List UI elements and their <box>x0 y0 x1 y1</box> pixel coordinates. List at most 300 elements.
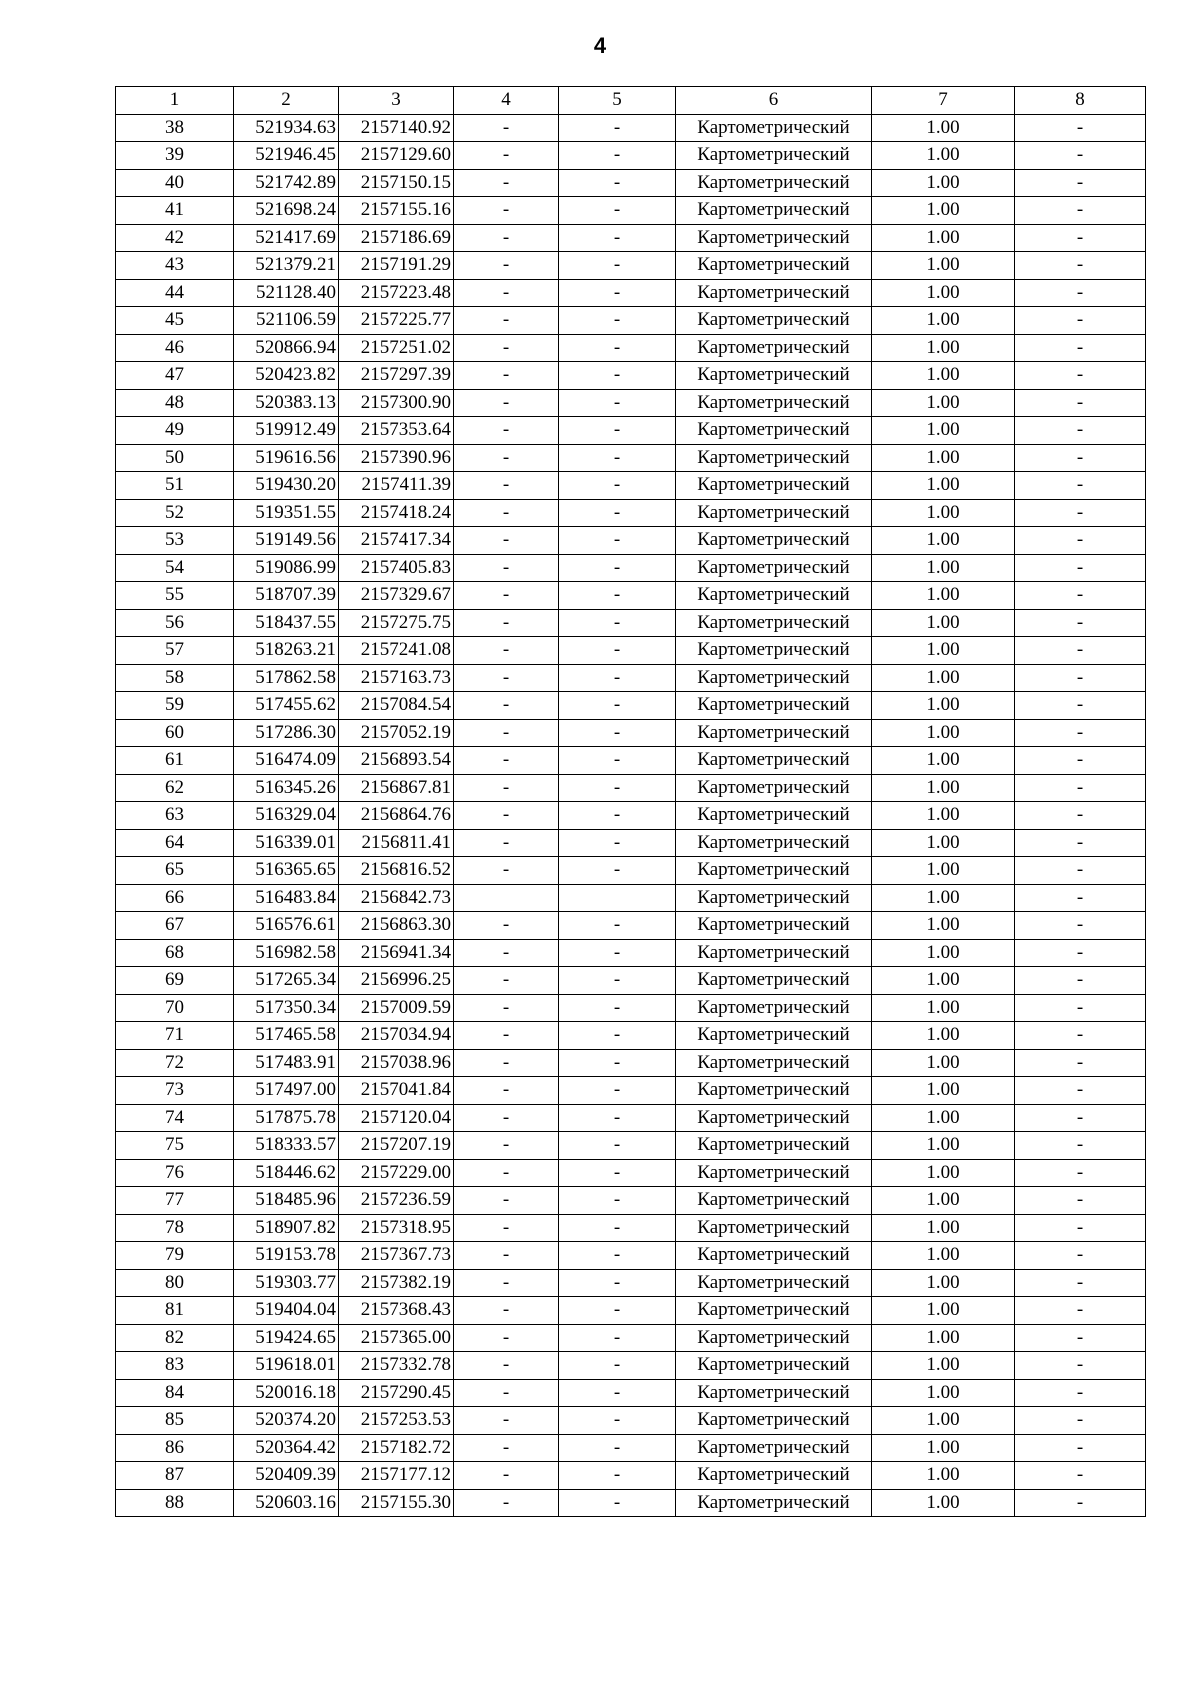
point-number-cell: 72 <box>116 1049 234 1077</box>
col8-cell: - <box>1015 1297 1146 1325</box>
method-cell: Картометрический <box>676 1407 872 1435</box>
y-coordinate-cell: 2156864.76 <box>339 802 454 830</box>
column-header: 7 <box>872 87 1015 115</box>
method-cell: Картометрический <box>676 994 872 1022</box>
table-row <box>116 774 1146 802</box>
point-number-cell: 77 <box>116 1187 234 1215</box>
x-coordinate-cell: 521106.59 <box>234 307 339 335</box>
accuracy-cell: 1.00 <box>872 444 1015 472</box>
table-row <box>116 252 1146 280</box>
col8-cell: - <box>1015 884 1146 912</box>
y-coordinate-cell: 2157155.16 <box>339 197 454 225</box>
x-coordinate-cell: 520016.18 <box>234 1379 339 1407</box>
point-number-cell: 74 <box>116 1104 234 1132</box>
accuracy-cell: 1.00 <box>872 1187 1015 1215</box>
table-row <box>116 994 1146 1022</box>
table-row <box>116 527 1146 555</box>
x-coordinate-cell: 517455.62 <box>234 692 339 720</box>
point-number-cell: 47 <box>116 362 234 390</box>
point-number-cell: 49 <box>116 417 234 445</box>
accuracy-cell: 1.00 <box>872 609 1015 637</box>
y-coordinate-cell: 2157120.04 <box>339 1104 454 1132</box>
y-coordinate-cell: 2156941.34 <box>339 939 454 967</box>
col4-cell: - <box>454 912 559 940</box>
accuracy-cell: 1.00 <box>872 472 1015 500</box>
col4-cell: - <box>454 939 559 967</box>
col8-cell: - <box>1015 719 1146 747</box>
col8-cell: - <box>1015 1434 1146 1462</box>
table-header-row <box>116 87 1146 115</box>
method-cell: Картометрический <box>676 1352 872 1380</box>
table-row <box>116 224 1146 252</box>
col5-cell: - <box>559 444 676 472</box>
accuracy-cell: 1.00 <box>872 1462 1015 1490</box>
col8-cell: - <box>1015 334 1146 362</box>
y-coordinate-cell: 2157207.19 <box>339 1132 454 1160</box>
col4-cell: - <box>454 389 559 417</box>
y-coordinate-cell: 2157034.94 <box>339 1022 454 1050</box>
col4-cell: - <box>454 609 559 637</box>
col8-cell: - <box>1015 582 1146 610</box>
col4-cell: - <box>454 1407 559 1435</box>
y-coordinate-cell: 2157009.59 <box>339 994 454 1022</box>
col4-cell <box>454 884 559 912</box>
col5-cell: - <box>559 1489 676 1517</box>
table-row <box>116 1242 1146 1270</box>
y-coordinate-cell: 2156816.52 <box>339 857 454 885</box>
accuracy-cell: 1.00 <box>872 1049 1015 1077</box>
table-row <box>116 719 1146 747</box>
col8-cell: - <box>1015 527 1146 555</box>
col5-cell: - <box>559 362 676 390</box>
col5-cell: - <box>559 1434 676 1462</box>
y-coordinate-cell: 2156863.30 <box>339 912 454 940</box>
table-row <box>116 1132 1146 1160</box>
table-row <box>116 554 1146 582</box>
point-number-cell: 62 <box>116 774 234 802</box>
col5-cell: - <box>559 389 676 417</box>
col5-cell: - <box>559 692 676 720</box>
table-row <box>116 1187 1146 1215</box>
y-coordinate-cell: 2157129.60 <box>339 142 454 170</box>
y-coordinate-cell: 2157368.43 <box>339 1297 454 1325</box>
accuracy-cell: 1.00 <box>872 967 1015 995</box>
y-coordinate-cell: 2157225.77 <box>339 307 454 335</box>
column-header: 6 <box>676 87 872 115</box>
method-cell: Картометрический <box>676 1214 872 1242</box>
col8-cell: - <box>1015 279 1146 307</box>
col8-cell: - <box>1015 1489 1146 1517</box>
table-row <box>116 884 1146 912</box>
point-number-cell: 41 <box>116 197 234 225</box>
point-number-cell: 64 <box>116 829 234 857</box>
accuracy-cell: 1.00 <box>872 719 1015 747</box>
point-number-cell: 68 <box>116 939 234 967</box>
col4-cell: - <box>454 994 559 1022</box>
col8-cell: - <box>1015 114 1146 142</box>
x-coordinate-cell: 519424.65 <box>234 1324 339 1352</box>
method-cell: Картометрический <box>676 527 872 555</box>
point-number-cell: 83 <box>116 1352 234 1380</box>
col8-cell: - <box>1015 829 1146 857</box>
accuracy-cell: 1.00 <box>872 884 1015 912</box>
accuracy-cell: 1.00 <box>872 1269 1015 1297</box>
point-number-cell: 87 <box>116 1462 234 1490</box>
method-cell: Картометрический <box>676 1242 872 1270</box>
method-cell: Картометрический <box>676 389 872 417</box>
col5-cell: - <box>559 994 676 1022</box>
col4-cell: - <box>454 802 559 830</box>
col8-cell: - <box>1015 1132 1146 1160</box>
table-row <box>116 114 1146 142</box>
method-cell: Картометрический <box>676 554 872 582</box>
table-row <box>116 1077 1146 1105</box>
table-row <box>116 664 1146 692</box>
col8-cell: - <box>1015 1104 1146 1132</box>
x-coordinate-cell: 517350.34 <box>234 994 339 1022</box>
col5-cell: - <box>559 719 676 747</box>
method-cell: Картометрический <box>676 114 872 142</box>
y-coordinate-cell: 2157140.92 <box>339 114 454 142</box>
x-coordinate-cell: 520866.94 <box>234 334 339 362</box>
col8-cell: - <box>1015 1269 1146 1297</box>
x-coordinate-cell: 519912.49 <box>234 417 339 445</box>
col4-cell: - <box>454 307 559 335</box>
table-row <box>116 912 1146 940</box>
x-coordinate-cell: 516329.04 <box>234 802 339 830</box>
point-number-cell: 73 <box>116 1077 234 1105</box>
table-row <box>116 967 1146 995</box>
x-coordinate-cell: 517497.00 <box>234 1077 339 1105</box>
y-coordinate-cell: 2157418.24 <box>339 499 454 527</box>
method-cell: Картометрический <box>676 169 872 197</box>
method-cell: Картометрический <box>676 334 872 362</box>
x-coordinate-cell: 521379.21 <box>234 252 339 280</box>
accuracy-cell: 1.00 <box>872 334 1015 362</box>
point-number-cell: 66 <box>116 884 234 912</box>
col5-cell: - <box>559 1214 676 1242</box>
col8-cell: - <box>1015 307 1146 335</box>
col8-cell: - <box>1015 252 1146 280</box>
table-row <box>116 1104 1146 1132</box>
column-header: 8 <box>1015 87 1146 115</box>
accuracy-cell: 1.00 <box>872 169 1015 197</box>
col8-cell: - <box>1015 1352 1146 1380</box>
col8-cell: - <box>1015 417 1146 445</box>
column-header: 5 <box>559 87 676 115</box>
x-coordinate-cell: 516576.61 <box>234 912 339 940</box>
table-row <box>116 1407 1146 1435</box>
table-row <box>116 1022 1146 1050</box>
table-row <box>116 939 1146 967</box>
point-number-cell: 58 <box>116 664 234 692</box>
col5-cell: - <box>559 334 676 362</box>
method-cell: Картометрический <box>676 857 872 885</box>
col4-cell: - <box>454 1324 559 1352</box>
accuracy-cell: 1.00 <box>872 994 1015 1022</box>
point-number-cell: 51 <box>116 472 234 500</box>
col5-cell: - <box>559 1077 676 1105</box>
x-coordinate-cell: 517265.34 <box>234 967 339 995</box>
y-coordinate-cell: 2157038.96 <box>339 1049 454 1077</box>
y-coordinate-cell: 2157411.39 <box>339 472 454 500</box>
y-coordinate-cell: 2157229.00 <box>339 1159 454 1187</box>
method-cell: Картометрический <box>676 1269 872 1297</box>
point-number-cell: 44 <box>116 279 234 307</box>
col5-cell: - <box>559 114 676 142</box>
x-coordinate-cell: 520409.39 <box>234 1462 339 1490</box>
method-cell: Картометрический <box>676 967 872 995</box>
table-row <box>116 1214 1146 1242</box>
col5-cell: - <box>559 664 676 692</box>
method-cell: Картометрический <box>676 884 872 912</box>
col4-cell: - <box>454 197 559 225</box>
col5-cell: - <box>559 1352 676 1380</box>
col8-cell: - <box>1015 389 1146 417</box>
table-body <box>116 114 1146 1517</box>
point-number-cell: 48 <box>116 389 234 417</box>
col5-cell: - <box>559 1022 676 1050</box>
method-cell: Картометрический <box>676 1434 872 1462</box>
col5-cell: - <box>559 1297 676 1325</box>
accuracy-cell: 1.00 <box>872 774 1015 802</box>
method-cell: Картометрический <box>676 472 872 500</box>
col4-cell: - <box>454 1379 559 1407</box>
column-header: 2 <box>234 87 339 115</box>
y-coordinate-cell: 2157382.19 <box>339 1269 454 1297</box>
col8-cell: - <box>1015 1379 1146 1407</box>
col4-cell: - <box>454 224 559 252</box>
accuracy-cell: 1.00 <box>872 1242 1015 1270</box>
col8-cell: - <box>1015 747 1146 775</box>
accuracy-cell: 1.00 <box>872 747 1015 775</box>
accuracy-cell: 1.00 <box>872 857 1015 885</box>
y-coordinate-cell: 2157417.34 <box>339 527 454 555</box>
point-number-cell: 53 <box>116 527 234 555</box>
point-number-cell: 43 <box>116 252 234 280</box>
col4-cell: - <box>454 1434 559 1462</box>
col5-cell: - <box>559 939 676 967</box>
accuracy-cell: 1.00 <box>872 499 1015 527</box>
x-coordinate-cell: 516345.26 <box>234 774 339 802</box>
method-cell: Картометрический <box>676 197 872 225</box>
y-coordinate-cell: 2157177.12 <box>339 1462 454 1490</box>
accuracy-cell: 1.00 <box>872 664 1015 692</box>
point-number-cell: 84 <box>116 1379 234 1407</box>
method-cell: Картометрический <box>676 1462 872 1490</box>
y-coordinate-cell: 2157150.15 <box>339 169 454 197</box>
col5-cell: - <box>559 417 676 445</box>
x-coordinate-cell: 521742.89 <box>234 169 339 197</box>
col4-cell: - <box>454 1214 559 1242</box>
accuracy-cell: 1.00 <box>872 142 1015 170</box>
x-coordinate-cell: 519404.04 <box>234 1297 339 1325</box>
x-coordinate-cell: 518263.21 <box>234 637 339 665</box>
accuracy-cell: 1.00 <box>872 1214 1015 1242</box>
method-cell: Картометрический <box>676 692 872 720</box>
method-cell: Картометрический <box>676 1077 872 1105</box>
table-row <box>116 829 1146 857</box>
table-row <box>116 609 1146 637</box>
col8-cell: - <box>1015 857 1146 885</box>
accuracy-cell: 1.00 <box>872 1324 1015 1352</box>
y-coordinate-cell: 2157365.00 <box>339 1324 454 1352</box>
col5-cell: - <box>559 912 676 940</box>
col4-cell: - <box>454 1104 559 1132</box>
col4-cell: - <box>454 1049 559 1077</box>
x-coordinate-cell: 519430.20 <box>234 472 339 500</box>
col5-cell: - <box>559 142 676 170</box>
x-coordinate-cell: 517862.58 <box>234 664 339 692</box>
x-coordinate-cell: 517465.58 <box>234 1022 339 1050</box>
x-coordinate-cell: 519351.55 <box>234 499 339 527</box>
accuracy-cell: 1.00 <box>872 252 1015 280</box>
table-row <box>116 857 1146 885</box>
point-number-cell: 38 <box>116 114 234 142</box>
x-coordinate-cell: 520364.42 <box>234 1434 339 1462</box>
col4-cell: - <box>454 719 559 747</box>
col4-cell: - <box>454 444 559 472</box>
accuracy-cell: 1.00 <box>872 1022 1015 1050</box>
y-coordinate-cell: 2157182.72 <box>339 1434 454 1462</box>
col4-cell: - <box>454 1022 559 1050</box>
method-cell: Картометрический <box>676 499 872 527</box>
x-coordinate-cell: 518437.55 <box>234 609 339 637</box>
table-row <box>116 1324 1146 1352</box>
col4-cell: - <box>454 334 559 362</box>
point-number-cell: 65 <box>116 857 234 885</box>
method-cell: Картометрический <box>676 1489 872 1517</box>
col8-cell: - <box>1015 472 1146 500</box>
x-coordinate-cell: 517286.30 <box>234 719 339 747</box>
coordinates-table <box>115 86 1146 1517</box>
y-coordinate-cell: 2156893.54 <box>339 747 454 775</box>
col5-cell: - <box>559 1242 676 1270</box>
x-coordinate-cell: 518446.62 <box>234 1159 339 1187</box>
col4-cell: - <box>454 1489 559 1517</box>
accuracy-cell: 1.00 <box>872 1104 1015 1132</box>
col4-cell: - <box>454 527 559 555</box>
col4-cell: - <box>454 582 559 610</box>
col8-cell: - <box>1015 499 1146 527</box>
method-cell: Картометрический <box>676 664 872 692</box>
method-cell: Картометрический <box>676 774 872 802</box>
col5-cell: - <box>559 1159 676 1187</box>
point-number-cell: 70 <box>116 994 234 1022</box>
method-cell: Картометрический <box>676 912 872 940</box>
y-coordinate-cell: 2157191.29 <box>339 252 454 280</box>
y-coordinate-cell: 2157186.69 <box>339 224 454 252</box>
col4-cell: - <box>454 554 559 582</box>
x-coordinate-cell: 518485.96 <box>234 1187 339 1215</box>
y-coordinate-cell: 2157318.95 <box>339 1214 454 1242</box>
table-row <box>116 1049 1146 1077</box>
point-number-cell: 39 <box>116 142 234 170</box>
table-row <box>116 169 1146 197</box>
x-coordinate-cell: 520603.16 <box>234 1489 339 1517</box>
x-coordinate-cell: 521698.24 <box>234 197 339 225</box>
col5-cell: - <box>559 609 676 637</box>
y-coordinate-cell: 2157251.02 <box>339 334 454 362</box>
accuracy-cell: 1.00 <box>872 279 1015 307</box>
accuracy-cell: 1.00 <box>872 307 1015 335</box>
accuracy-cell: 1.00 <box>872 692 1015 720</box>
method-cell: Картометрический <box>676 362 872 390</box>
col5-cell: - <box>559 1187 676 1215</box>
x-coordinate-cell: 519616.56 <box>234 444 339 472</box>
point-number-cell: 56 <box>116 609 234 637</box>
col4-cell: - <box>454 1297 559 1325</box>
point-number-cell: 60 <box>116 719 234 747</box>
table-row <box>116 334 1146 362</box>
point-number-cell: 79 <box>116 1242 234 1270</box>
col8-cell: - <box>1015 197 1146 225</box>
y-coordinate-cell: 2157236.59 <box>339 1187 454 1215</box>
table-row <box>116 1352 1146 1380</box>
table-row <box>116 637 1146 665</box>
col4-cell: - <box>454 252 559 280</box>
point-number-cell: 69 <box>116 967 234 995</box>
table-row <box>116 417 1146 445</box>
col8-cell: - <box>1015 774 1146 802</box>
x-coordinate-cell: 521946.45 <box>234 142 339 170</box>
col5-cell: - <box>559 307 676 335</box>
column-header: 3 <box>339 87 454 115</box>
col4-cell: - <box>454 1159 559 1187</box>
point-number-cell: 82 <box>116 1324 234 1352</box>
x-coordinate-cell: 519153.78 <box>234 1242 339 1270</box>
y-coordinate-cell: 2157163.73 <box>339 664 454 692</box>
table-row <box>116 499 1146 527</box>
y-coordinate-cell: 2157332.78 <box>339 1352 454 1380</box>
y-coordinate-cell: 2157253.53 <box>339 1407 454 1435</box>
accuracy-cell: 1.00 <box>872 802 1015 830</box>
point-number-cell: 75 <box>116 1132 234 1160</box>
col8-cell: - <box>1015 1022 1146 1050</box>
col5-cell: - <box>559 582 676 610</box>
col8-cell: - <box>1015 142 1146 170</box>
y-coordinate-cell: 2157241.08 <box>339 637 454 665</box>
table-row <box>116 582 1146 610</box>
accuracy-cell: 1.00 <box>872 1352 1015 1380</box>
x-coordinate-cell: 518907.82 <box>234 1214 339 1242</box>
method-cell: Картометрический <box>676 939 872 967</box>
x-coordinate-cell: 517483.91 <box>234 1049 339 1077</box>
y-coordinate-cell: 2156811.41 <box>339 829 454 857</box>
col8-cell: - <box>1015 1407 1146 1435</box>
point-number-cell: 54 <box>116 554 234 582</box>
col5-cell: - <box>559 1049 676 1077</box>
x-coordinate-cell: 520423.82 <box>234 362 339 390</box>
col8-cell: - <box>1015 994 1146 1022</box>
point-number-cell: 86 <box>116 1434 234 1462</box>
col4-cell: - <box>454 857 559 885</box>
col8-cell: - <box>1015 637 1146 665</box>
x-coordinate-cell: 521128.40 <box>234 279 339 307</box>
y-coordinate-cell: 2157223.48 <box>339 279 454 307</box>
col5-cell: - <box>559 197 676 225</box>
table-row <box>116 692 1146 720</box>
point-number-cell: 45 <box>116 307 234 335</box>
method-cell: Картометрический <box>676 1324 872 1352</box>
col8-cell: - <box>1015 967 1146 995</box>
column-header: 1 <box>116 87 234 115</box>
col5-cell: - <box>559 829 676 857</box>
accuracy-cell: 1.00 <box>872 1132 1015 1160</box>
method-cell: Картометрический <box>676 747 872 775</box>
col8-cell: - <box>1015 1159 1146 1187</box>
method-cell: Картометрический <box>676 609 872 637</box>
